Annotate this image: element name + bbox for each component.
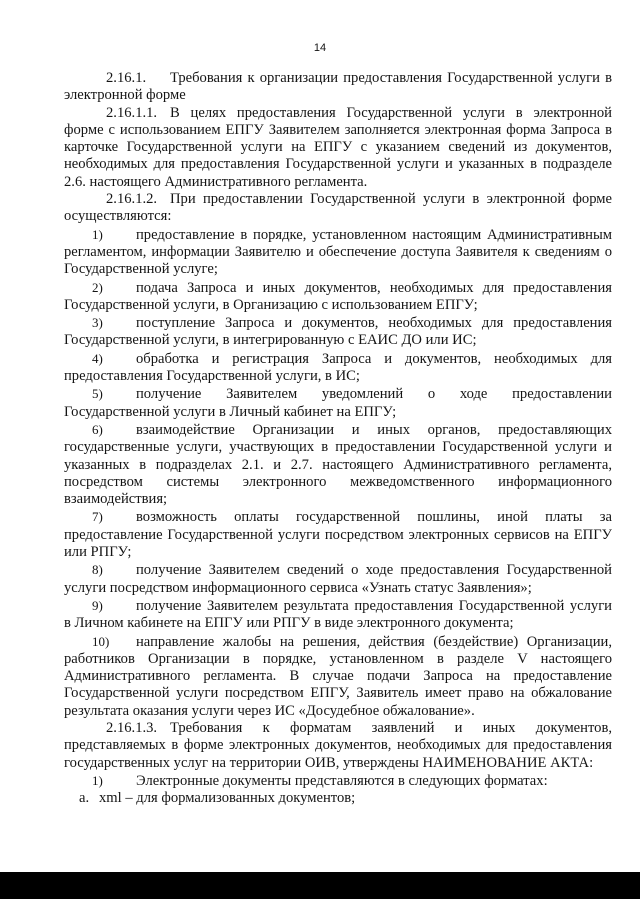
item-text: подача Запроса и иных документов, необходимых для предоставления Государственной услуги, в Организацию с использованием ЕПГУ; xyxy=(64,279,612,313)
paragraph-text: Требования к форматам заявлений и иных документов, представляемых в форме электронных документов, необходимых для предоставления государственных услуг на территории ОИВ, утверждены НАИМЕНОВАНИЕ АКТА: xyxy=(64,719,612,771)
item-text: получение Заявителем сведений о ходе предоставления Государственной услуги посредством информационного сервиса «Узнать статус Заявления»; xyxy=(64,562,612,596)
list-item-7 xyxy=(64,508,612,561)
list-item-9 xyxy=(64,597,612,633)
list-item-2 xyxy=(64,279,612,315)
paragraph-2-16-1 xyxy=(64,70,612,105)
item-number: 10) xyxy=(92,633,110,649)
item-text: направление жалобы на решения, действия (бездействие) Организации, работников Организации в порядке, установленном в разделе V настоящего Административного регламента. В случае подачи Запроса на предоставление Государственной услуги посредством ЕПГУ, Заявитель имеет право на обжалование результата оказания услуги через ИС «Досудебное обжалование». xyxy=(64,633,612,719)
item-number: 4) xyxy=(92,350,103,366)
item-text: обработка и регистрация Запроса и документов, необходимых для предоставления Государственной услуги, в ИС; xyxy=(64,350,612,385)
paragraph-text: При предоставлении Государственной услуги в электронной форме осуществляются: xyxy=(64,191,612,225)
paragraph-number: 2.16.1.1. xyxy=(106,104,158,121)
item-number: 1) xyxy=(92,772,103,788)
item-number: 6) xyxy=(92,421,103,437)
list-item-formats-1 xyxy=(64,772,612,790)
item-text: возможность оплаты государственной пошлины, иной платы за предоставление Государственной услуги посредством электронных сервисов на ЕПГУ или РПГУ; xyxy=(64,509,612,561)
document-body xyxy=(64,70,612,807)
list-item-1 xyxy=(64,226,612,279)
scan-bottom-edge xyxy=(0,872,640,899)
item-text: поступление Запроса и документов, необходимых для предоставления Государственной услуги, в интегрированную с ЕАИС ДО или ИС; xyxy=(64,315,612,349)
paragraph-number: 2.16.1.3. xyxy=(106,719,158,736)
paragraph-text: В целях предоставления Государственной услуги в электронной форме с использованием ЕПГУ Заявителем заполняется электронная форма Запроса в карточке Государственной услуги на ЕПГУ с указанием сведений из документов, необходимых для предоставления Государственной услуги и указанных в подразделе 2.6. настоящего Административного регламента. xyxy=(64,104,612,190)
item-number: 1) xyxy=(92,226,103,242)
list-item-3 xyxy=(64,314,612,350)
paragraph-text: Требования к организации предоставления Государственной услуги в электронной форме xyxy=(64,70,612,104)
page-number: 14 xyxy=(313,42,327,54)
list-item-8 xyxy=(64,561,612,597)
paragraph-number: 2.16.1. xyxy=(106,70,147,86)
paragraph-2-16-1-2 xyxy=(64,191,612,226)
item-text: Электронные документы представляются в следующих форматах: xyxy=(136,772,548,789)
sub-item-text: xml – для формализованных документов; xyxy=(99,790,356,807)
paragraph-2-16-1-1 xyxy=(64,105,612,191)
item-number: 8) xyxy=(92,562,103,578)
list-item-4 xyxy=(64,350,612,386)
paragraph-number: 2.16.1.2. xyxy=(106,191,158,208)
item-text: получение Заявителем уведомлений о ходе предоставлении Государственной услуги в Личный кабинет на ЕПГУ; xyxy=(64,386,612,420)
list-item-5 xyxy=(64,385,612,421)
item-text: предоставление в порядке, установленном настоящим Административным регламентом, информации Заявителю и обеспечение доступа Заявителя к сведениям о Государственной услуге; xyxy=(64,226,612,278)
list-item-6 xyxy=(64,421,612,508)
item-number: 9) xyxy=(92,597,103,613)
item-text: взаимодействие Организации и иных органов, предоставляющих государственные услуги, участвующих в предоставлении Государственной услуги и указанных в подразделах 2.1. и 2.7. настоящего Административного регламента, посредством системы электронного межведомственного информационного взаимодействия; xyxy=(64,421,612,508)
item-number: 2) xyxy=(92,279,103,295)
sub-item-letter: a. xyxy=(79,790,90,807)
item-text: получение Заявителем результата предоставления Государственной услуги в Личном кабинете на ЕПГУ или РПГУ в виде электронного документа; xyxy=(64,597,612,632)
paragraph-2-16-1-3 xyxy=(64,720,612,772)
item-number: 7) xyxy=(92,509,103,525)
sub-item-a xyxy=(64,790,612,807)
item-number: 5) xyxy=(92,386,103,402)
item-number: 3) xyxy=(92,315,103,331)
list-item-10 xyxy=(64,633,612,720)
